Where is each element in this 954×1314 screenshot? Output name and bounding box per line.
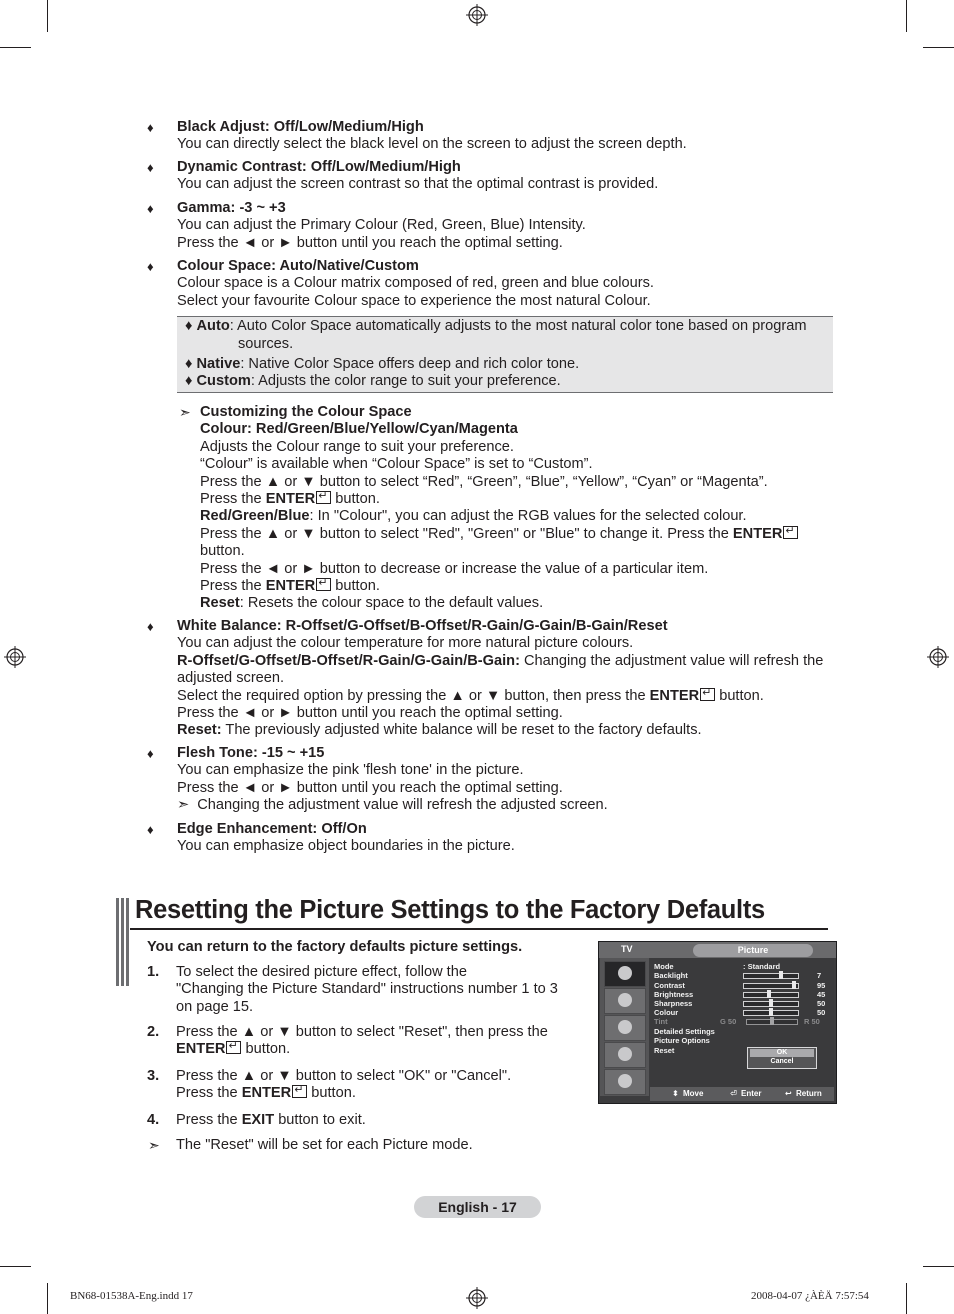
menu-item-label: Mode	[654, 962, 674, 971]
menu-item-label: Colour	[654, 1008, 679, 1017]
note-text: “Colour” is available when “Colour Space” is set to “Custom”.	[200, 456, 593, 473]
note-text: Press the ▲ or ▼ button to select "Red", "Green" or "Blue" to change it. Press the ENTER↵	[200, 526, 840, 543]
note-text: Adjusts the Colour range to suit your preference.	[200, 438, 514, 455]
enter-icon	[226, 1041, 241, 1054]
menu-item-label: Reset	[654, 1046, 675, 1055]
tv-menu-panel	[650, 958, 834, 1094]
white-balance-item	[177, 618, 847, 740]
diamond-bullet-icon: ♦	[147, 822, 154, 837]
note-text: Press the ▲ or ▼ button to select “Red”, “Green”, “Blue”, “Yellow”, “Cyan” or “Magenta”.	[200, 473, 768, 490]
native-label: Native	[196, 356, 241, 372]
menu-item-value: : Standard	[743, 962, 781, 971]
diamond-bullet-icon: ♦	[147, 201, 154, 216]
custom-option: ♦ Custom: Adjusts the color range to suit your preference.	[185, 373, 561, 389]
custom-label: Custom	[196, 373, 251, 389]
colour-heading: Colour: Red/Green/Blue/Yellow/Cyan/Magenta	[200, 421, 518, 438]
footer-timestamp: 2008-04-07 ¿ÀÈÄ 7:57:54	[751, 1290, 869, 1302]
item-heading: White Balance: R-Offset/G-Offset/B-Offset/R-Gain/G-Gain/B-Gain/Reset	[177, 618, 668, 634]
crop-mark	[906, 1283, 907, 1314]
dynamic-contrast-item	[177, 159, 837, 194]
note-text: Reset: Resets the colour space to the default values.	[200, 595, 544, 612]
crop-mark	[923, 1266, 954, 1267]
note-text: Press the ENTER↵ button.	[200, 578, 840, 595]
tv-menu-title: Picture	[693, 944, 813, 957]
item-text: You can directly select the black level on the screen to adjust the screen depth.	[177, 136, 687, 153]
item-text: Select the required option by pressing the ▲ or ▼ button, then press the ENTER↵ button.	[177, 688, 847, 705]
note-arrow-icon: ➣	[179, 404, 191, 420]
step-number: 2.	[147, 1024, 160, 1040]
section-title-rule	[130, 928, 828, 930]
menu-slider	[743, 983, 799, 989]
item-text: ➣ Changing the adjustment value will refresh the adjusted screen.	[177, 797, 608, 814]
menu-item-label: Tint	[654, 1017, 668, 1026]
section-title: Resetting the Picture Settings to the Factory Defaults	[135, 896, 765, 924]
item-text: Press the ◄ or ► button until you reach the optimal setting.	[177, 234, 563, 251]
section-heading-bars	[116, 898, 130, 986]
enter-icon	[700, 688, 715, 701]
tint-r-value: R 50	[804, 1017, 820, 1026]
enter-icon	[316, 491, 331, 504]
item-heading: Gamma: -3 ~ +3	[177, 200, 286, 216]
menu-item-label: Contrast	[654, 981, 685, 990]
crop-mark	[0, 47, 31, 48]
auto-text: : Auto Color Space automatically adjusts to the most natural color tone based on program	[229, 318, 807, 334]
auto-option: ♦ Auto: Auto Color Space automatically adjusts to the most natural color tone based on program	[185, 318, 807, 334]
diamond-bullet-icon: ♦	[147, 619, 154, 634]
item-text: You can emphasize object boundaries in the picture.	[177, 838, 515, 855]
note-text: button.	[200, 543, 245, 560]
menu-item-value: 7	[817, 971, 822, 980]
menu-slider	[743, 973, 799, 979]
auto-option-cont	[238, 336, 293, 353]
menu-slider	[743, 1001, 799, 1007]
menu-item-label: Brightness	[654, 990, 694, 999]
tv-menu-sidebar	[600, 958, 649, 1096]
item-heading: Flesh Tone: -15 ~ +15	[177, 745, 325, 761]
step-2: Press the ▲ or ▼ button to select "Reset", then press the ENTER↵ button.	[176, 1024, 596, 1059]
tint-slider	[746, 1019, 798, 1025]
item-heading: Edge Enhancement: Off/On	[177, 821, 367, 837]
enter-icon	[316, 578, 331, 591]
item-text: adjusted screen.	[177, 670, 285, 687]
note-heading: Customizing the Colour Space	[200, 404, 412, 420]
customizing-colour-space-note	[200, 404, 840, 613]
menu-item-value: 45	[817, 990, 826, 999]
colour-space-item	[177, 258, 837, 310]
tv-label: TV	[621, 944, 633, 954]
black-adjust-item	[177, 119, 837, 154]
section-intro: You can return to the factory defaults picture settings.	[147, 939, 523, 955]
item-heading: Colour Space: Auto/Native/Custom	[177, 258, 419, 274]
menu-item-value: 95	[817, 981, 826, 990]
crop-mark	[0, 1266, 31, 1267]
item-text: Press the ◄ or ► button until you reach the optimal setting.	[177, 705, 563, 722]
crop-mark	[906, 0, 907, 32]
gamma-item	[177, 200, 837, 252]
menu-item-value: 50	[817, 999, 826, 1008]
step-number: 1.	[147, 964, 160, 980]
item-heading: Dynamic Contrast: Off/Low/Medium/High	[177, 159, 461, 175]
item-text: Colour space is a Colour matrix composed of red, green and blue colours.	[177, 275, 654, 292]
registration-mark-icon	[466, 1287, 488, 1309]
reset-confirm-box	[747, 1047, 817, 1069]
crop-mark	[47, 1283, 48, 1314]
item-text: You can adjust the colour temperature for more natural picture colours.	[177, 635, 634, 652]
item-text: Select your favourite Colour space to experience the most natural Colour.	[177, 292, 651, 309]
enter-label: Enter	[741, 1089, 762, 1098]
flesh-tone-item	[177, 745, 837, 815]
menu-item-value: 50	[817, 1008, 826, 1017]
auto-label: Auto	[196, 318, 230, 334]
crop-mark	[47, 0, 48, 32]
step-number: 3.	[147, 1068, 160, 1084]
cancel-option: Cancel	[770, 1058, 794, 1065]
registration-mark-icon	[4, 646, 26, 668]
item-text: You can adjust the Primary Colour (Red, Green, Blue) Intensity.	[177, 217, 586, 234]
enter-icon	[292, 1085, 307, 1098]
return-label: Return	[796, 1089, 822, 1098]
move-icon: ⬍	[672, 1089, 679, 1098]
note-text: Red/Green/Blue: In "Colour", you can adjust the RGB values for the selected colour.	[200, 508, 747, 525]
item-text: R-Offset/G-Offset/B-Offset/R-Gain/G-Gain/B-Gain: Changing the adjustment value will refresh the	[177, 652, 824, 669]
enter-icon	[783, 526, 798, 539]
item-text: You can emphasize the pink 'flesh tone' in the picture.	[177, 762, 524, 779]
menu-slider	[743, 1010, 799, 1016]
tv-menu-footer	[650, 1087, 834, 1101]
item-text: You can adjust the screen contrast so that the optimal contrast is provided.	[177, 176, 659, 193]
crop-mark	[923, 47, 954, 48]
sound-icon	[604, 988, 646, 1014]
note-text: Press the ENTER↵ button.	[200, 491, 840, 508]
diamond-bullet-icon: ♦	[147, 259, 154, 274]
menu-item-label: Backlight	[654, 971, 688, 980]
page-number-badge: English - 17	[414, 1196, 541, 1218]
tint-g-value: G 50	[720, 1017, 737, 1026]
item-text: Press the ◄ or ► button until you reach the optimal setting.	[177, 779, 563, 796]
native-option: ♦ Native: Native Color Space offers deep and rich color tone.	[185, 356, 580, 372]
note-arrow-icon: ➣	[148, 1137, 160, 1153]
enter-icon: ⏎	[730, 1089, 737, 1098]
setup-icon	[604, 1042, 646, 1068]
step-3: Press the ▲ or ▼ button to select "OK" or "Cancel". Press the ENTER↵ button.	[176, 1068, 576, 1103]
menu-item-label: Detailed Settings	[654, 1027, 715, 1036]
ok-option: OK	[750, 1049, 814, 1057]
menu-item-label: Picture Options	[654, 1036, 710, 1045]
move-label: Move	[683, 1089, 704, 1098]
edge-enhancement-item	[177, 821, 837, 856]
auto-text-cont: sources.	[238, 336, 294, 352]
colour-space-options-box	[177, 316, 833, 393]
picture-icon	[604, 961, 646, 987]
item-text: Reset: The previously adjusted white balance will be reset to the factory defaults.	[177, 722, 702, 739]
diamond-bullet-icon: ♦	[147, 160, 154, 175]
tv-menu-screenshot	[598, 941, 837, 1104]
note-text: Press the ◄ or ► button to decrease or increase the value of a particular item.	[200, 560, 709, 577]
reset-note: The "Reset" will be set for each Picture mode.	[176, 1137, 473, 1153]
diamond-bullet-icon: ♦	[147, 120, 154, 135]
step-4: Press the EXIT button to exit.	[176, 1112, 366, 1128]
note-arrow-icon: ➣	[177, 797, 190, 814]
input-icon	[604, 1069, 646, 1095]
diamond-bullet-icon: ♦	[147, 746, 154, 761]
registration-mark-icon	[927, 646, 949, 668]
menu-slider	[743, 992, 799, 998]
native-text: : Native Color Space offers deep and rich color tone.	[240, 356, 580, 372]
channel-icon	[604, 1015, 646, 1041]
menu-item-label: Sharpness	[654, 999, 693, 1008]
step-number: 4.	[147, 1112, 160, 1128]
step-1: To select the desired picture effect, follow the "Changing the Picture Standard" instructions number 1 to 3 on page 15.	[176, 964, 558, 1015]
footer-file-info: BN68-01538A-Eng.indd 17	[70, 1290, 193, 1302]
return-icon: ↩	[785, 1089, 792, 1098]
custom-text: : Adjusts the color range to suit your preference.	[250, 373, 561, 389]
item-heading: Black Adjust: Off/Low/Medium/High	[177, 119, 424, 135]
registration-mark-icon	[466, 4, 488, 26]
